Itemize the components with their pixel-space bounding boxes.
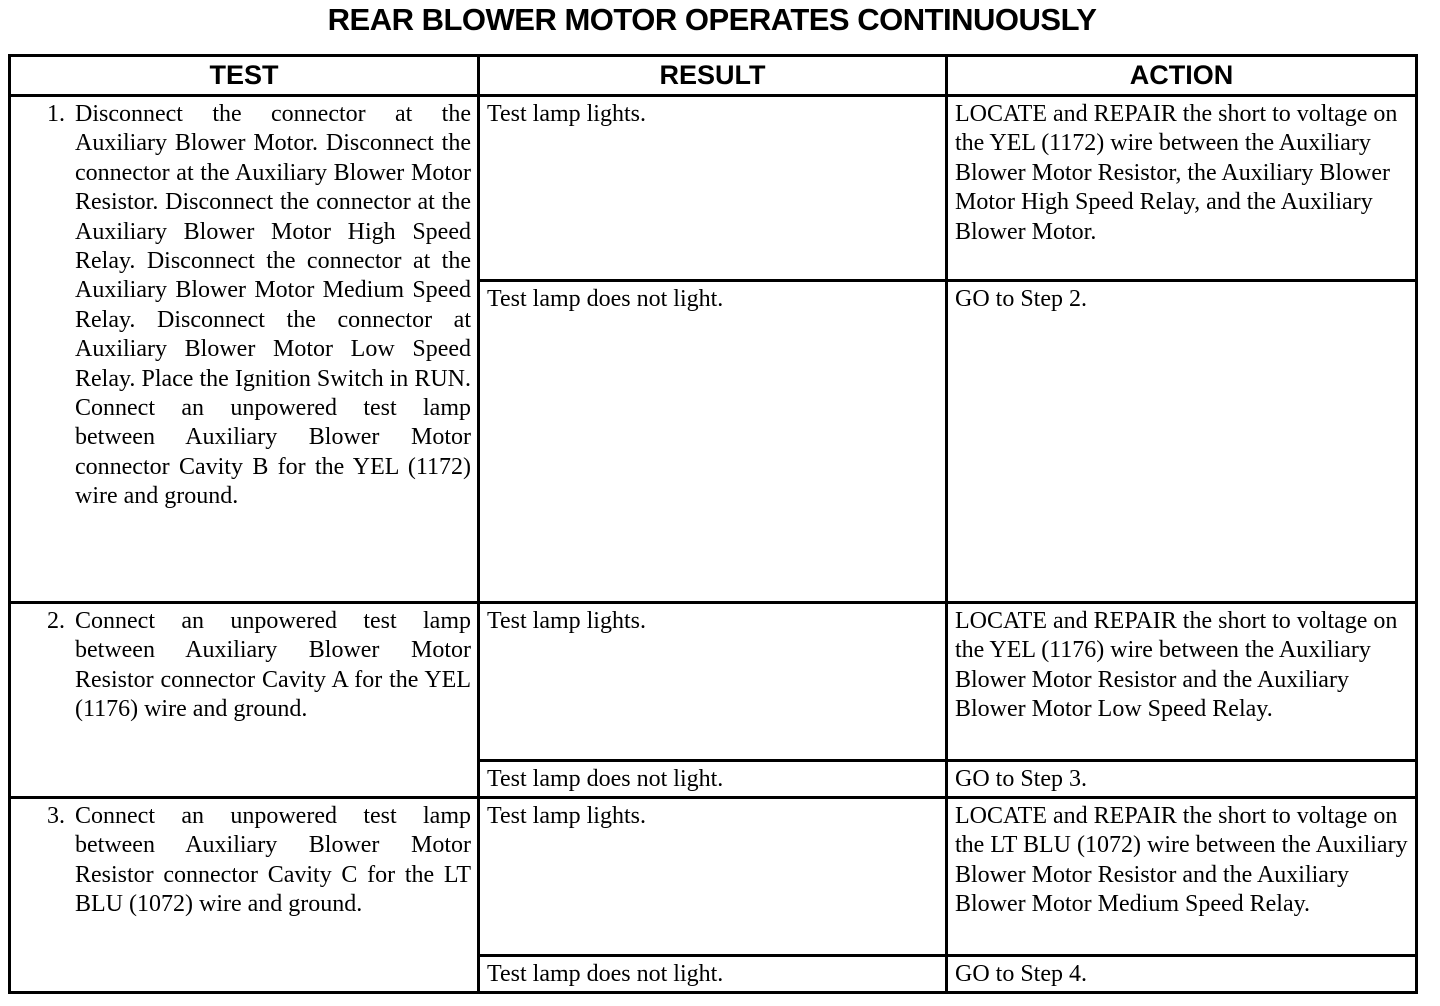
header-test: TEST <box>10 56 479 96</box>
table-row <box>10 96 1417 281</box>
step-number: 3. <box>47 803 65 829</box>
test-cell-step-1 <box>10 96 479 603</box>
result-cell: Test lamp does not light. <box>479 956 947 993</box>
header-row <box>10 56 1417 96</box>
table-row <box>10 798 1417 956</box>
action-cell: GO to Step 4. <box>947 956 1417 993</box>
test-instructions: Disconnect the connector at the Auxiliary Blower Motor. Disconnect the connector at the Auxiliary Blower Motor Resistor. Disconnect the connector at the Auxiliary Blower Motor High Speed Relay. Disconnect the connector at the Auxiliary Blower Motor Medium Speed Relay. Disconnect the connector at Auxiliary Blower Motor Low Speed Relay. Place the Ignition Switch in RUN. Connect an unpowered test lamp between Auxiliary Blower Motor connector Cavity B for the YEL (1172) wire and ground. <box>75 101 471 510</box>
table-row <box>10 603 1417 761</box>
diagnostic-table <box>8 54 1418 994</box>
result-cell: Test lamp does not light. <box>479 761 947 798</box>
step-number: 2. <box>47 608 65 634</box>
action-cell: LOCATE and REPAIR the short to voltage on the YEL (1176) wire between the Auxiliary Blower Motor Resistor and the Auxiliary Blower Motor Low Speed Relay. <box>947 603 1417 761</box>
result-cell: Test lamp does not light. <box>479 281 947 603</box>
test-instructions: Connect an unpowered test lamp between Auxiliary Blower Motor Resistor connector Cavity A for the YEL (1176) wire and ground. <box>75 608 471 723</box>
test-instructions: Connect an unpowered test lamp between Auxiliary Blower Motor Resistor connector Cavity C for the LT BLU (1072) wire and ground. <box>75 803 471 918</box>
action-cell: GO to Step 3. <box>947 761 1417 798</box>
step-number: 1. <box>47 101 65 127</box>
page-title: REAR BLOWER MOTOR OPERATES CONTINUOUSLY <box>327 2 1097 37</box>
result-cell: Test lamp lights. <box>479 96 947 281</box>
header-action: ACTION <box>947 56 1417 96</box>
result-cell: Test lamp lights. <box>479 603 947 761</box>
action-cell: LOCATE and REPAIR the short to voltage on the LT BLU (1072) wire between the Auxiliary Blower Motor Resistor and the Auxiliary Blower Motor Medium Speed Relay. <box>947 798 1417 956</box>
action-cell: GO to Step 2. <box>947 281 1417 603</box>
action-cell: LOCATE and REPAIR the short to voltage on the YEL (1172) wire between the Auxiliary Blower Motor Resistor, the Auxiliary Blower Motor High Speed Relay, and the Auxiliary Blower Motor. <box>947 96 1417 281</box>
header-result: RESULT <box>479 56 947 96</box>
result-cell: Test lamp lights. <box>479 798 947 956</box>
test-cell-step-2 <box>10 603 479 798</box>
test-cell-step-3 <box>10 798 479 993</box>
